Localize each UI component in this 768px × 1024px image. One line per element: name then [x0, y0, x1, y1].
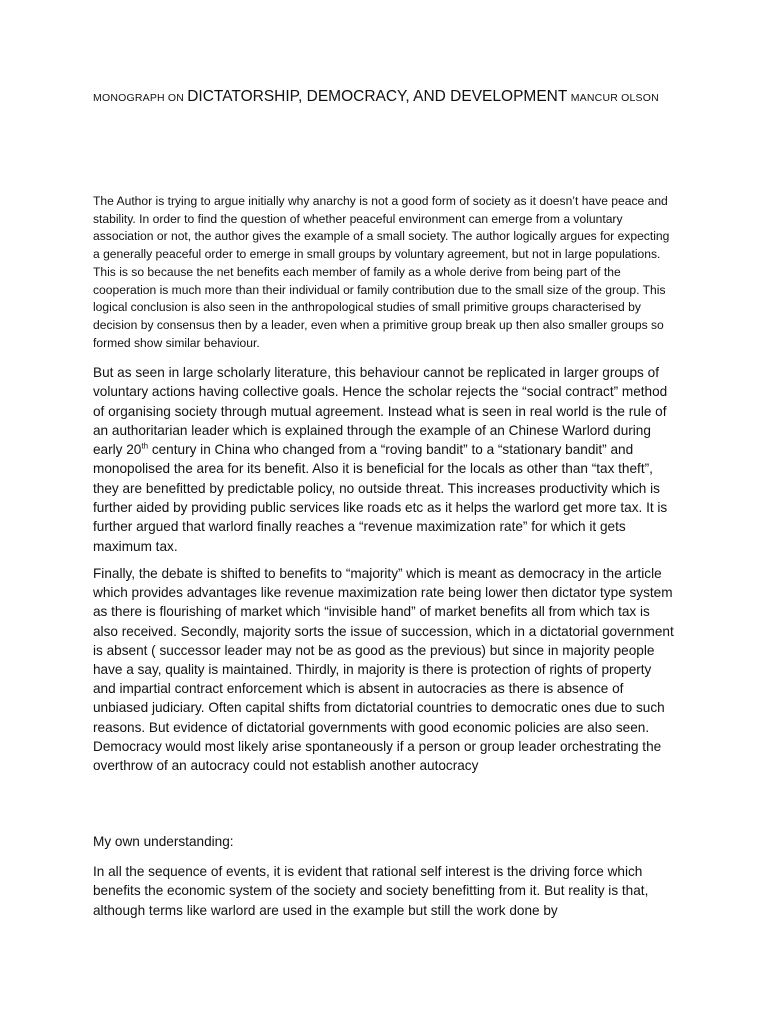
- paragraph-warlord-text-1: But as seen in large scholarly literature, this behaviour cannot be replicated in larger groups of voluntary actions having collective goals. Hence the scholar rejects the “social contract” method of organising society through mutual agreement. Instead what is seen in real world is the rule of an authoritarian leader which is explained through the example of an Chinese Warlord during early 20: [93, 365, 668, 458]
- ordinal-superscript: th: [141, 441, 149, 451]
- paragraph-warlord: [93, 363, 676, 556]
- document-title: [93, 88, 693, 106]
- heading-own-understanding: My own understanding:: [93, 834, 234, 849]
- title-main: DICTATORSHIP, DEMOCRACY, AND DEVELOPMENT: [187, 88, 568, 105]
- paragraph-understanding: In all the sequence of events, it is evident that rational self interest is the driving force which benefits the economic system of the society and society benefitting from it. But reality is that, although terms like warlord are used in the example but still the work done by: [93, 864, 649, 918]
- paragraph-warlord-text-2: century in China who changed from a “roving bandit” to a “stationary bandit” and monopolised the area for its benefit. Also it is beneficial for the locals as other than “tax theft”, they are benefitted by predictable policy, no outside threat. This increases productivity which is further aided by providing public services like roads etc as it helps the warlord get more tax. It is further argued that warlord finally reaches a “revenue maximization rate” for which it gets maximum tax.: [93, 442, 668, 554]
- paragraph-anarchy: The Author is trying to argue initially why anarchy is not a good form of society as it doesn’t have peace and stability. In order to find the question of whether peaceful environment can emerge from a voluntary association or not, the author gives the example of a small society. The author logically argues for expecting a generally peaceful order to emerge in small groups by voluntary agreement, but not in large populations. This is so because the net benefits each member of family as a whole derive from being part of the cooperation is much more than their individual or family contribution due to the small size of the group. This logical conclusion is also seen in the anthropological studies of small primitive groups characterised by decision by consensus then by a leader, even when a primitive group break up then also smaller groups so formed show similar behaviour.: [93, 194, 670, 350]
- title-author: MANCUR OLSON: [570, 92, 659, 104]
- title-prefix: MONOGRAPH ON: [93, 92, 188, 104]
- paragraph-democracy: Finally, the debate is shifted to benefits to “majority” which is meant as democracy in the article which provides advantages like revenue maximization rate being lower then dictator type system as there is flourishing of market which “invisible hand” of market benefits all from which tax is also received. Secondly, majority sorts the issue of succession, which in a dictatorial government is absent ( successor leader may not be as good as the previous) but since in majority people have a say, quality is maintained. Thirdly, in majority is there is protection of rights of property and impartial contract enforcement which is absent in autocracies as there is absence of unbiased judiciary. Often capital shifts from dictatorial countries to democratic ones due to such reasons. But evidence of dictatorial governments with good economic policies are also seen. Democracy would most likely arise spontaneously if a person or group leader orchestrating the overthrow of an autocracy could not establish another autocracy: [93, 566, 674, 774]
